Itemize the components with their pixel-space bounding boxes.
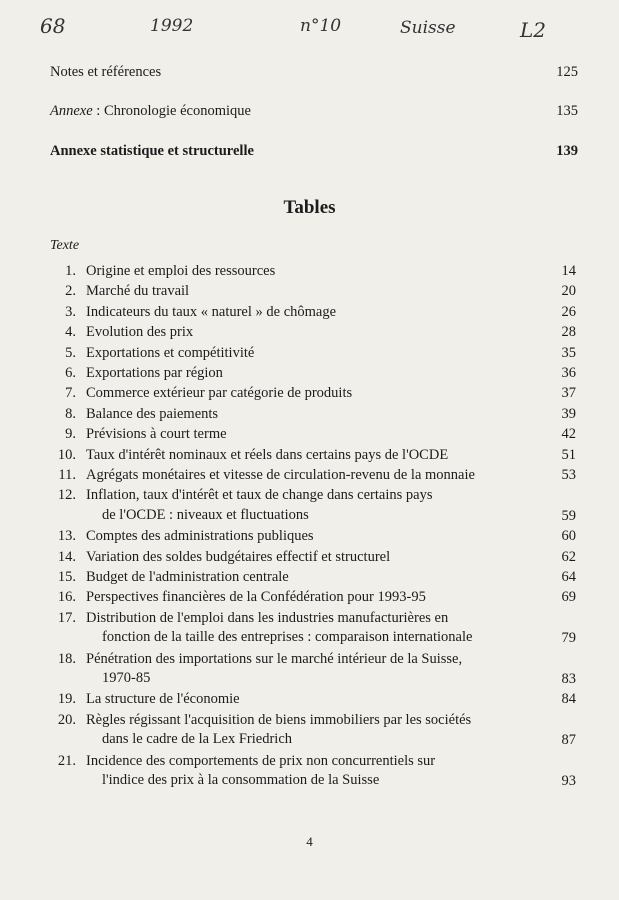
entry-number: 15. [57, 569, 76, 585]
entry-title [86, 262, 526, 282]
entry-number: 14. [57, 548, 76, 565]
entry-page: 62 [561, 548, 576, 565]
entry-title-line: Origine et emploi des ressources [86, 263, 276, 279]
entry-title-line: l'indice des prix à la consommation de la Suisse [102, 772, 380, 789]
toc-label-italic: Annexe [50, 103, 93, 119]
entry-title-line: de l'OCDE : niveaux et fluctuations [102, 506, 309, 523]
entry-page: 79 [561, 630, 576, 647]
entry-title [86, 690, 526, 710]
entry-title [86, 711, 526, 750]
entry-title-line: Balance des paiements [86, 405, 219, 422]
entry-title-line: Marché du travail [86, 283, 190, 300]
entry-number: 12. [57, 487, 76, 504]
entry-number: 19. [57, 691, 76, 708]
entry-page: 59 [561, 507, 576, 524]
entry-number: 11. [58, 467, 76, 483]
tables-heading: Tables [283, 197, 336, 218]
entry-title [86, 425, 526, 445]
entry-title-line: 1970-85 [102, 670, 151, 687]
entry-title [86, 405, 526, 425]
entry-page: 20 [561, 283, 576, 300]
toc-page: 135 [556, 103, 578, 119]
entry-title [86, 282, 526, 302]
entry-title [86, 568, 526, 588]
entry-title-line: Budget de l'administration centrale [86, 569, 289, 585]
entry-number: 2. [65, 283, 76, 300]
entry-page: 35 [561, 344, 576, 361]
toc-label: Notes et références [50, 64, 162, 80]
entry-title-line: Taux d'intérêt nominaux et réels dans certains pays de l'OCDE [86, 446, 449, 463]
entry-page: 51 [561, 446, 576, 463]
entry-title-line: Agrégats monétaires et vitesse de circulation-revenu de la monnaie [86, 467, 475, 483]
entry-page: 84 [561, 691, 576, 708]
entry-title-line: Exportations et compétitivité [86, 344, 255, 361]
entry-title [86, 486, 526, 525]
entry-number: 5. [65, 344, 76, 361]
entry-title [86, 303, 526, 323]
entry-page: 64 [561, 569, 576, 585]
entry-title [86, 609, 526, 648]
entry-number: 6. [65, 365, 76, 381]
entry-title-line: Comptes des administrations publiques [86, 528, 314, 545]
entry-title [86, 650, 526, 689]
entry-number: 21. [57, 752, 76, 769]
entry-title-line: Règles régissant l'acquisition de biens immobiliers par les sociétés [86, 711, 472, 728]
entry-title [86, 588, 526, 608]
entry-title-line: Distribution de l'emploi dans les industries manufacturières en [86, 609, 449, 626]
toc-label: Annexe statistique et structurelle [50, 143, 254, 159]
entry-page: 26 [561, 303, 576, 320]
entry-page: 42 [561, 426, 576, 443]
entry-number: 10. [57, 446, 76, 463]
entry-title [86, 384, 526, 404]
toc-label-rest: : Chronologie économique [92, 103, 251, 119]
entry-number: 7. [65, 385, 76, 402]
entry-title [86, 446, 526, 466]
entry-title-line: dans le cadre de la Lex Friedrich [102, 731, 293, 748]
entry-page: 37 [561, 385, 576, 402]
entry-title-line: Inflation, taux d'intérêt et taux de change dans certains pays [86, 487, 433, 504]
entry-number: 8. [65, 405, 76, 422]
handwritten-note: L2 [520, 18, 547, 42]
entry-page: 69 [561, 589, 576, 606]
page-number: 4 [306, 834, 313, 849]
entry-number: 1. [65, 263, 76, 279]
entry-page: 87 [561, 732, 576, 749]
entry-number: 17. [57, 609, 76, 626]
entry-number: 18. [57, 650, 76, 667]
entry-title-line: Perspectives financières de la Confédération pour 1993-95 [86, 589, 426, 606]
toc-page: 125 [556, 64, 578, 80]
handwritten-note: n°10 [300, 16, 342, 36]
entry-title-line: fonction de la taille des entreprises : comparaison internationale [102, 629, 473, 646]
entry-title-line: Commerce extérieur par catégorie de produits [86, 385, 353, 402]
entry-title-line: Exportations par région [86, 365, 223, 381]
toc-page: 139 [556, 143, 578, 159]
toc-label [50, 103, 251, 120]
entry-number: 20. [57, 711, 76, 728]
entry-title [86, 344, 526, 364]
entry-number: 16. [57, 589, 76, 606]
entry-title [86, 527, 526, 547]
entry-title-line: Variation des soldes budgétaires effectif et structurel [86, 548, 391, 565]
entry-page: 60 [561, 528, 576, 545]
entry-number: 3. [65, 303, 76, 320]
handwritten-note: 1992 [150, 16, 194, 36]
entry-page: 83 [561, 670, 576, 687]
entry-page: 28 [561, 324, 576, 341]
entry-title-line: Evolution des prix [86, 324, 194, 341]
entry-title [86, 323, 526, 343]
entry-title-line: La structure de l'économie [86, 691, 240, 708]
entry-title-line: Indicateurs du taux « naturel » de chômage [86, 303, 337, 320]
entry-page: 93 [561, 772, 576, 789]
handwritten-note: 68 [40, 14, 66, 38]
handwritten-notes [0, 12, 619, 52]
entry-page: 14 [561, 263, 576, 279]
entry-title [86, 548, 526, 568]
section-label: Texte [50, 238, 80, 253]
entry-page: 36 [561, 365, 576, 381]
entry-title [86, 466, 526, 486]
entry-title-line: Incidence des comportements de prix non concurrentiels sur [86, 752, 436, 769]
entry-title-line: Prévisions à court terme [86, 426, 227, 443]
entry-number: 9. [65, 426, 76, 443]
entry-page: 53 [561, 467, 576, 483]
entry-number: 13. [57, 528, 76, 545]
entry-title-line: Pénétration des importations sur le marché intérieur de la Suisse, [86, 650, 463, 667]
handwritten-note: Suisse [400, 18, 456, 38]
entry-title [86, 364, 526, 384]
entry-title [86, 752, 526, 791]
entry-page: 39 [561, 405, 576, 422]
entry-number: 4. [65, 324, 76, 341]
